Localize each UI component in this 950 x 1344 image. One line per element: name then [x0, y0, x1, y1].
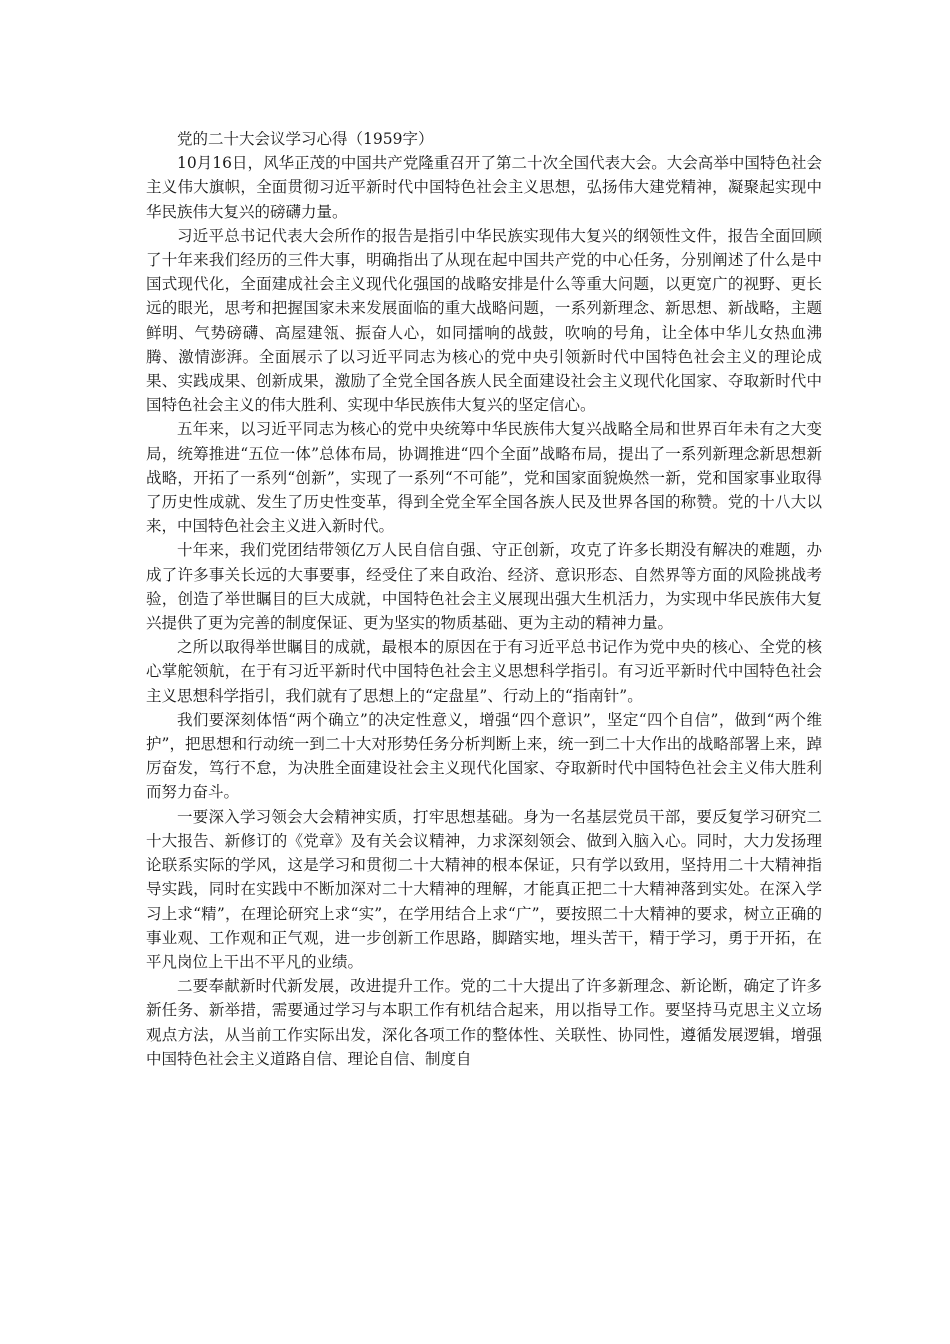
paragraph-2: 习近平总书记代表大会所作的报告是指引中华民族实现伟大复兴的纲领性文件，报告全面回顾了十年来我们经历的三件大事，明确指出了从现在起中国共产党的中心任务，分别阐述了什么是中国式现代化，全面建成社会主义现代化强国的战略安排是什么等重大问题，以更宽广的视野、更长远的眼光，思考和把握国家未来发展面临的重大战略问题，一系列新理念、新思想、新战略，主题鲜明、气势磅礴、高屋建瓴、振奋人心，如同擂响的战鼓，吹响的号角，让全体中华儿女热血沸腾、激情澎湃。全面展示了以习近平同志为核心的党中央引领新时代中国特色社会主义的理论成果、实践成果、创新成果，激励了全党全国各族人民全面建设社会主义现代化国家、夺取新时代中国特色社会主义的伟大胜利、实现中华民族伟大复兴的坚定信心。 [146, 226, 822, 415]
paragraph-6: 我们要深刻体悟“两个确立”的决定性意义，增强“四个意识”，坚定“四个自信”，做到“两个维护”，把思想和行动统一到二十大对形势任务分析判断上来，统一到二十大作出的战略部署上来，踔厉奋发，笃行不怠，为决胜全面建设社会主义现代化国家、夺取新时代中国特色社会主义伟大胜利而努力奋斗。 [146, 710, 822, 802]
document-page [146, 127, 822, 1071]
paragraph-8: 二要奉献新时代新发展，改进提升工作。党的二十大提出了许多新理念、新论断，确定了许多新任务、新举措，需要通过学习与本职工作有机结合起来，用以指导工作。要坚持马克思主义立场观点方法，从当前工作实际出发，深化各项工作的整体性、关联性、协同性，遵循发展逻辑，增强中国特色社会主义道路自信、理论自信、制度自 [146, 977, 822, 1068]
paragraph-3: 五年来，以习近平同志为核心的党中央统筹中华民族伟大复兴战略全局和世界百年未有之大变局，统筹推进“五位一体”总体布局，协调推进“四个全面”战略布局，提出了一系列新理念新思想新战略，开拓了一系列“创新”，实现了一系列“不可能”，党和国家面貌焕然一新，党和国家事业取得了历史性成就、发生了历史性变革，得到全党全军全国各族人民及世界各国的称赞。党的十八大以来，中国特色社会主义进入新时代。 [146, 420, 822, 536]
paragraph-1: 10月16日，风华正茂的中国共产党隆重召开了第二十次全国代表大会。大会高举中国特色社会主义伟大旗帜，全面贯彻习近平新时代中国特色社会主义思想，弘扬伟大建党精神，凝聚起实现中华民族伟大复兴的磅礴力量。 [146, 154, 822, 221]
paragraph-7: 一要深入学习领会大会精神实质，打牢思想基础。身为一名基层党员干部，要反复学习研究二十大报告、新修订的《党章》及有关会议精神，力求深刻领会、做到入脑入心。同时，大力发扬理论联系实际的学风，这是学习和贯彻二十大精神的根本保证，只有学以致用，坚持用二十大精神指导实践，同时在实践中不断加深对二十大精神的理解，才能真正把二十大精神落到实处。在深入学习上求“精”，在理论研究上求“实”，在学用结合上求“广”，要按照二十大精神的要求，树立正确的事业观、工作观和正气观，进一步创新工作思路，脚踏实地，埋头苦干，精于学习，勇于开拓，在平凡岗位上干出不平凡的业绩。 [146, 807, 822, 971]
paragraph-4: 十年来，我们党团结带领亿万人民自信自强、守正创新，攻克了许多长期没有解决的难题，办成了许多事关长远的大事要事，经受住了来自政治、经济、意识形态、自然界等方面的风险挑战考验，创造了举世瞩目的巨大成就，中国特色社会主义展现出强大生机活力，为实现中华民族伟大复兴提供了更为完善的制度保证、更为坚实的物质基础、更为主动的精神力量。 [146, 541, 822, 633]
paragraph-5: 之所以取得举世瞩目的成就，最根本的原因在于有习近平总书记作为党中央的核心、全党的核心掌舵领航，在于有习近平新时代中国特色社会主义思想科学指引。有习近平新时代中国特色社会主义思想科学指引，我们就有了思想上的“定盘星”、行动上的“指南针”。 [146, 638, 822, 705]
document-title: 党的二十大会议学习心得（1959字） [177, 130, 434, 148]
